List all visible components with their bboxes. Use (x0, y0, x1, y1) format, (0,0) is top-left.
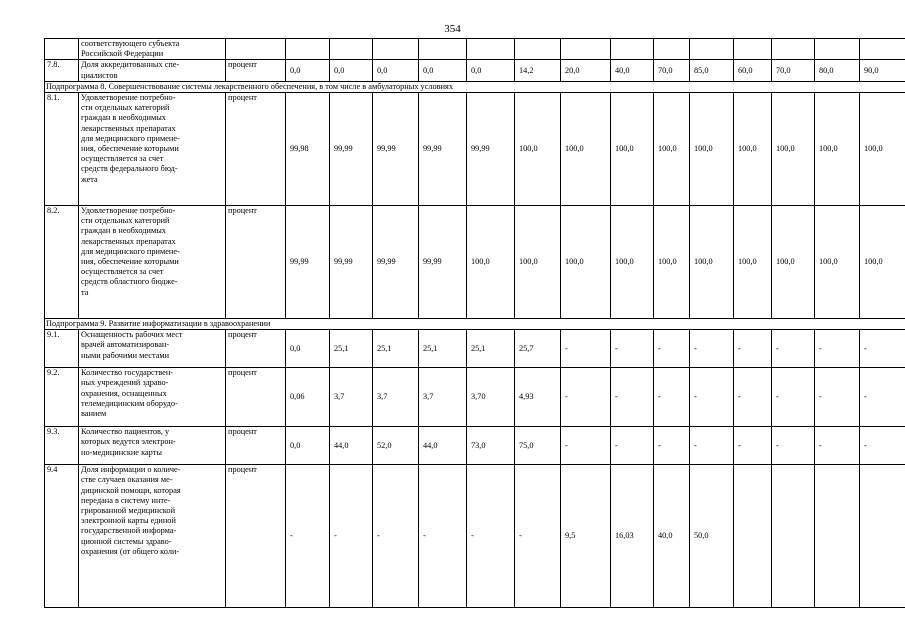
value-cell: 0,0 (286, 330, 330, 368)
value-cell: 52,0 (373, 427, 419, 465)
value-cell (373, 39, 419, 60)
value-cell: 44,0 (330, 427, 373, 465)
indicator-name: Оснащенность рабочих мест врачей автоматизирован- ными рабочими местами (79, 330, 226, 368)
value-cell: - (561, 427, 611, 465)
value-cell: 99,98 (286, 93, 330, 206)
value-cell: 4,93 (515, 368, 561, 427)
value-cell: - (734, 330, 772, 368)
value-cell: 99,99 (286, 206, 330, 319)
indicator-row (45, 465, 905, 608)
value-cell: 3,70 (467, 368, 515, 427)
value-cell: - (611, 330, 654, 368)
value-cell: 70,0 (654, 60, 690, 81)
value-cell (611, 39, 654, 60)
value-cell: 25,1 (330, 330, 373, 368)
row-number: 9.3. (45, 427, 79, 465)
unit-of-measure: процент (226, 330, 286, 368)
value-cell: 0,0 (286, 60, 330, 81)
value-cell: 25,1 (419, 330, 467, 368)
value-cell: - (654, 427, 690, 465)
value-cell: 0,06 (286, 368, 330, 427)
indicator-row (45, 368, 905, 427)
value-cell (860, 39, 905, 60)
value-cell: 25,1 (373, 330, 419, 368)
value-cell: 90,0 (860, 60, 905, 81)
value-cell (815, 465, 860, 608)
value-cell: 20,0 (561, 60, 611, 81)
value-cell: 40,0 (611, 60, 654, 81)
value-cell: 100,0 (690, 93, 734, 206)
value-cell: 100,0 (772, 206, 815, 319)
value-cell: - (815, 368, 860, 427)
page-number: 354 (444, 23, 461, 35)
indicator-row (45, 330, 905, 368)
unit-of-measure: процент (226, 206, 286, 319)
value-cell: 3,7 (330, 368, 373, 427)
unit-of-measure: процент (226, 93, 286, 206)
value-cell (654, 39, 690, 60)
value-cell: 0,0 (373, 60, 419, 81)
value-cell: - (561, 330, 611, 368)
value-cell (772, 39, 815, 60)
value-cell: - (654, 330, 690, 368)
value-cell: 3,7 (373, 368, 419, 427)
value-cell: - (611, 368, 654, 427)
value-cell: 100,0 (690, 206, 734, 319)
row-number: 8.2. (45, 206, 79, 319)
value-cell: - (734, 368, 772, 427)
value-cell: 100,0 (815, 93, 860, 206)
value-cell (419, 39, 467, 60)
value-cell: 16,03 (611, 465, 654, 608)
value-cell (734, 465, 772, 608)
value-cell: - (690, 427, 734, 465)
value-cell: 25,1 (467, 330, 515, 368)
value-cell (330, 39, 373, 60)
value-cell: - (772, 330, 815, 368)
unit-of-measure: процент (226, 465, 286, 608)
indicators-table (44, 38, 905, 608)
value-cell: 100,0 (860, 206, 905, 319)
indicator-name: соответствующего субъекта Российской Федерации (79, 39, 226, 60)
value-cell: 70,0 (772, 60, 815, 81)
subprogram-row (45, 319, 905, 330)
value-cell: 50,0 (690, 465, 734, 608)
value-cell: 99,99 (330, 206, 373, 319)
value-cell: 100,0 (515, 206, 561, 319)
value-cell: 99,99 (467, 93, 515, 206)
value-cell: - (561, 368, 611, 427)
value-cell: 99,99 (419, 206, 467, 319)
value-cell: - (772, 427, 815, 465)
value-cell: 100,0 (734, 206, 772, 319)
indicator-row (45, 206, 905, 319)
value-cell (690, 39, 734, 60)
value-cell: 0,0 (467, 60, 515, 81)
value-cell: 80,0 (815, 60, 860, 81)
value-cell: 100,0 (654, 93, 690, 206)
value-cell (515, 39, 561, 60)
value-cell: 99,99 (373, 93, 419, 206)
unit-of-measure: процент (226, 427, 286, 465)
value-cell (860, 465, 905, 608)
value-cell: 99,99 (330, 93, 373, 206)
value-cell: 100,0 (654, 206, 690, 319)
value-cell: 85,0 (690, 60, 734, 81)
continuation-row (45, 39, 905, 60)
value-cell: 40,0 (654, 465, 690, 608)
value-cell: 100,0 (611, 206, 654, 319)
value-cell: - (860, 427, 905, 465)
value-cell: 100,0 (860, 93, 905, 206)
subprogram-title: Подпрограмма 9. Развитие информатизации в здравоохранении (45, 319, 905, 330)
value-cell (772, 465, 815, 608)
value-cell: 0,0 (286, 427, 330, 465)
value-cell: 100,0 (561, 206, 611, 319)
value-cell: 75,0 (515, 427, 561, 465)
value-cell: - (772, 368, 815, 427)
value-cell: 25,7 (515, 330, 561, 368)
row-number: 8.1. (45, 93, 79, 206)
indicator-name: Доля информации о количе- стве случаев оказания ме- дицинской помощи, которая передана в систему инте- грированной медицинской электронной карты единой государственной информа- ционной системы здраво- охранения (от общего коли- (79, 465, 226, 608)
value-cell: 99,99 (419, 93, 467, 206)
subprogram-title: Подпрограмма 8. Совершенствование системы лекарственного обеспечения, в том числе в амбулаторных условиях (45, 81, 905, 92)
value-cell (561, 39, 611, 60)
value-cell (467, 39, 515, 60)
value-cell: - (611, 427, 654, 465)
value-cell: 14,2 (515, 60, 561, 81)
value-cell: - (373, 465, 419, 608)
row-number: 7.8. (45, 60, 79, 81)
indicator-row (45, 93, 905, 206)
value-cell: 100,0 (467, 206, 515, 319)
row-number: 9.1. (45, 330, 79, 368)
value-cell: - (330, 465, 373, 608)
value-cell (815, 39, 860, 60)
unit-of-measure: процент (226, 60, 286, 81)
value-cell: - (815, 330, 860, 368)
value-cell: - (690, 368, 734, 427)
value-cell: - (860, 368, 905, 427)
value-cell: 60,0 (734, 60, 772, 81)
value-cell: 100,0 (734, 93, 772, 206)
subprogram-row (45, 81, 905, 92)
row-number: 9.2. (45, 368, 79, 427)
value-cell: - (419, 465, 467, 608)
value-cell: 100,0 (561, 93, 611, 206)
value-cell: 100,0 (515, 93, 561, 206)
value-cell: 9,5 (561, 465, 611, 608)
value-cell: - (515, 465, 561, 608)
value-cell: 73,0 (467, 427, 515, 465)
value-cell: - (467, 465, 515, 608)
indicator-name: Доля аккредитованных спе- циалистов (79, 60, 226, 81)
indicator-row (45, 60, 905, 81)
value-cell: 100,0 (611, 93, 654, 206)
value-cell: 0,0 (419, 60, 467, 81)
value-cell: - (654, 368, 690, 427)
unit-of-measure (226, 39, 286, 60)
value-cell (734, 39, 772, 60)
indicator-name: Количество пациентов, у которых ведутся электрон- но-медицинские карты (79, 427, 226, 465)
indicator-name: Удовлетворение потребно- сти отдельных категорий граждан в необходимых лекарственных препаратах для медицинского примене- ния, обеспечение которыми осуществляется за счет средств федерального бюд- жета (79, 93, 226, 206)
indicator-name: Удовлетворение потребно- сти отдельных категорий граждан в необходимых лекарственных препаратах для медицинского примене- ния, обеспечение которыми осуществляется за счет средств областного бюдже- та (79, 206, 226, 319)
value-cell: 99,99 (373, 206, 419, 319)
unit-of-measure: процент (226, 368, 286, 427)
value-cell: - (734, 427, 772, 465)
value-cell: - (286, 465, 330, 608)
row-number (45, 39, 79, 60)
value-cell: 100,0 (815, 206, 860, 319)
value-cell: 3,7 (419, 368, 467, 427)
indicator-name: Количество государствен- ных учреждений здраво- охранения, оснащенных телемедицинским оборудо- ванием (79, 368, 226, 427)
value-cell: - (860, 330, 905, 368)
value-cell (286, 39, 330, 60)
value-cell: - (690, 330, 734, 368)
value-cell: 0,0 (330, 60, 373, 81)
value-cell: - (815, 427, 860, 465)
row-number: 9.4 (45, 465, 79, 608)
indicator-row (45, 427, 905, 465)
value-cell: 100,0 (772, 93, 815, 206)
value-cell: 44,0 (419, 427, 467, 465)
